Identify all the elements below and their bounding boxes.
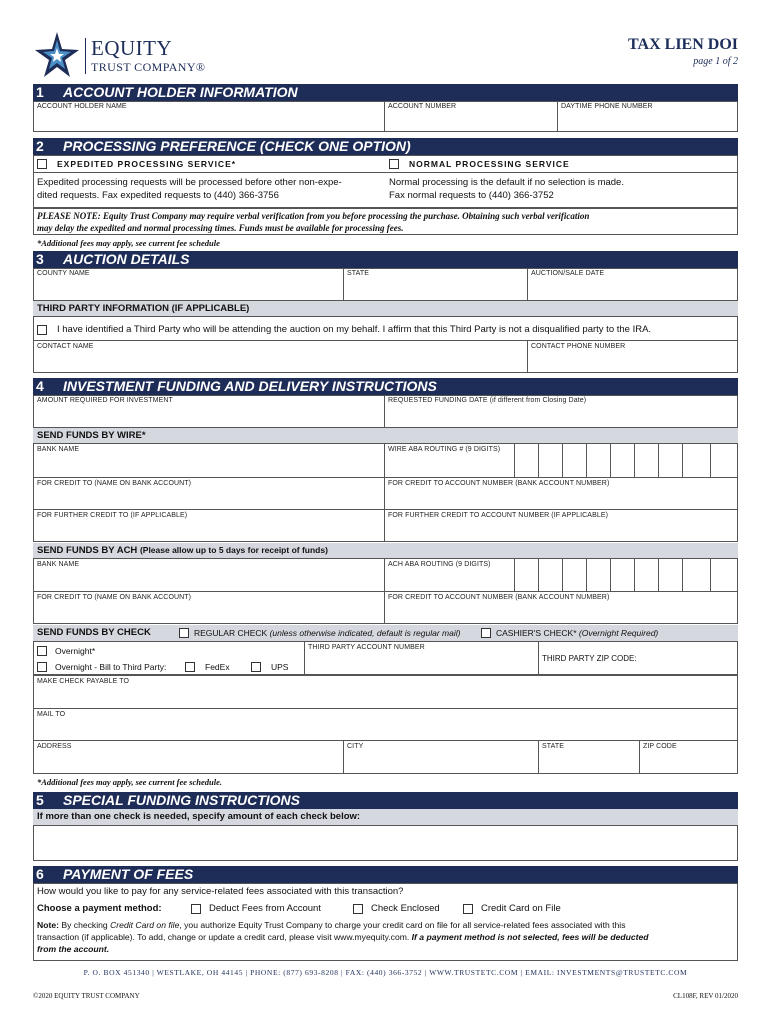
state-field[interactable]: STATE bbox=[347, 270, 370, 277]
wire-further-account-field[interactable]: FOR FURTHER CREDIT TO ACCOUNT NUMBER (IF APPLICABLE) bbox=[388, 512, 609, 519]
credit-card-label: Credit Card on File bbox=[481, 903, 561, 914]
credit-card-checkbox[interactable] bbox=[463, 904, 473, 914]
fedex-label: FedEx bbox=[205, 662, 230, 672]
please-note-line-2: may delay the expedited and normal processing times. Funds must be available for processing fees. bbox=[37, 223, 404, 233]
wire-bank-name-field[interactable]: BANK NAME bbox=[37, 446, 80, 453]
special-funding-subtitle: If more than one check is needed, specify amount of each check below: bbox=[33, 809, 738, 825]
special-funding-textarea[interactable] bbox=[33, 825, 738, 861]
logo-text-equity: EQUITY bbox=[91, 36, 173, 60]
section-number: 4 bbox=[36, 378, 44, 394]
county-name-field[interactable]: COUNTY NAME bbox=[37, 270, 90, 277]
ach-credit-account-field[interactable]: FOR CREDIT TO ACCOUNT NUMBER (BANK ACCOUNT NUMBER) bbox=[388, 594, 610, 601]
logo-text-trust: TRUST COMPANY® bbox=[91, 60, 206, 74]
ach-bank-name-field[interactable]: BANK NAME bbox=[37, 561, 80, 568]
address-field[interactable]: ADDRESS bbox=[37, 743, 72, 750]
mail-state-field[interactable]: STATE bbox=[542, 743, 565, 750]
overnight-label: Overnight* bbox=[55, 646, 96, 656]
document-title: TAX LIEN DOI bbox=[628, 36, 738, 53]
ach-header bbox=[33, 543, 738, 558]
normal-desc-2: Fax normal requests to (440) 366-3752 bbox=[389, 190, 554, 201]
star-icon bbox=[33, 30, 81, 80]
normal-desc-1: Normal processing is the default if no selection is made. bbox=[389, 177, 624, 188]
fedex-checkbox[interactable] bbox=[185, 662, 195, 672]
check-title: SEND FUNDS BY CHECK bbox=[37, 627, 151, 638]
section-5-header bbox=[33, 792, 738, 809]
section-4-header bbox=[33, 378, 738, 395]
equity-logo bbox=[33, 30, 233, 82]
third-party-header: THIRD PARTY INFORMATION (IF APPLICABLE) bbox=[33, 301, 738, 316]
third-party-checkbox[interactable] bbox=[37, 325, 47, 335]
choose-payment-label: Choose a payment method: bbox=[37, 903, 162, 914]
regular-check-label: REGULAR CHECK (unless otherwise indicated, default is regular mail) bbox=[194, 628, 461, 638]
contact-phone-field[interactable]: CONTACT PHONE NUMBER bbox=[531, 343, 626, 350]
section-number: 6 bbox=[36, 866, 44, 882]
footer-contact: P. O. BOX 451340 | WESTLAKE, OH 44145 | PHONE: (877) 693-8208 | FAX: (440) 366-3752 | WWW.TRUSTETC.COM | EMAIL: INVESTMENTS@TRUSTETC.COM bbox=[83, 968, 688, 977]
section-1-header bbox=[33, 84, 738, 101]
overnight-bill-checkbox[interactable] bbox=[37, 662, 47, 672]
amount-required-field[interactable]: AMOUNT REQUIRED FOR INVESTMENT bbox=[37, 397, 173, 404]
city-field[interactable]: CITY bbox=[347, 743, 364, 750]
third-party-zip-field[interactable]: THIRD PARTY ZIP CODE: bbox=[542, 654, 637, 663]
overnight-bill-label: Overnight - Bill to Third Party: bbox=[55, 662, 167, 672]
section-title: ACCOUNT HOLDER INFORMATION bbox=[63, 84, 298, 100]
wire-aba-field[interactable]: WIRE ABA ROUTING # (9 DIGITS) bbox=[388, 446, 501, 453]
please-note-line-1: PLEASE NOTE: Equity Trust Company may require verbal verification from you before processing the purchase. Obtaining such verbal verification bbox=[37, 211, 590, 221]
ups-checkbox[interactable] bbox=[251, 662, 261, 672]
section-title: PAYMENT OF FEES bbox=[63, 866, 194, 882]
section-2-header bbox=[33, 138, 738, 155]
normal-checkbox[interactable] bbox=[389, 159, 399, 169]
wire-credit-to-field[interactable]: FOR CREDIT TO (NAME ON BANK ACCOUNT) bbox=[37, 480, 192, 487]
section-number: 3 bbox=[36, 251, 44, 267]
section-6-header bbox=[33, 866, 738, 883]
wire-box bbox=[33, 443, 738, 542]
section-4-fees-note: *Additional fees may apply, see current fee schedule. bbox=[37, 777, 223, 787]
third-party-account-field[interactable]: THIRD PARTY ACCOUNT NUMBER bbox=[308, 644, 425, 651]
expedited-label: EXPEDITED PROCESSING SERVICE* bbox=[57, 159, 237, 169]
expedited-desc-2: dited requests. Fax expedited requests to (440) 366-3756 bbox=[37, 190, 279, 201]
ups-label: UPS bbox=[271, 662, 289, 672]
ach-title: SEND FUNDS BY ACH bbox=[37, 545, 138, 556]
account-number-field[interactable]: ACCOUNT NUMBER bbox=[388, 103, 457, 110]
payment-question: How would you like to pay for any service-related fees associated with this transaction? bbox=[37, 886, 404, 897]
wire-credit-account-field[interactable]: FOR CREDIT TO ACCOUNT NUMBER (BANK ACCOUNT NUMBER) bbox=[388, 480, 610, 487]
check-enclosed-label: Check Enclosed bbox=[371, 903, 440, 914]
section-title: PROCESSING PREFERENCE (CHECK ONE OPTION) bbox=[63, 138, 411, 154]
ach-subtitle: (Please allow up to 5 days for receipt of funds) bbox=[139, 545, 328, 555]
cashier-check-label: CASHIER'S CHECK* (Overnight Required) bbox=[496, 628, 659, 638]
make-check-payable-field[interactable]: MAKE CHECK PAYABLE TO bbox=[37, 678, 130, 685]
ach-aba-field[interactable]: ACH ABA ROUTING (9 DIGITS) bbox=[388, 561, 491, 568]
section-title: INVESTMENT FUNDING AND DELIVERY INSTRUCTIONS bbox=[63, 378, 437, 394]
mailing-box bbox=[33, 675, 738, 774]
auction-row bbox=[33, 268, 738, 301]
regular-check-checkbox[interactable] bbox=[179, 628, 189, 638]
auction-date-field[interactable]: AUCTION/SALE DATE bbox=[531, 270, 605, 277]
daytime-phone-field[interactable]: DAYTIME PHONE NUMBER bbox=[561, 103, 653, 110]
cashier-check-checkbox[interactable] bbox=[481, 628, 491, 638]
wire-header: SEND FUNDS BY WIRE* bbox=[33, 428, 738, 443]
check-enclosed-checkbox[interactable] bbox=[353, 904, 363, 914]
normal-label: NORMAL PROCESSING SERVICE bbox=[409, 159, 570, 169]
overnight-checkbox[interactable] bbox=[37, 646, 47, 656]
deduct-fees-label: Deduct Fees from Account bbox=[209, 903, 321, 914]
payment-note: Note: By checking Credit Card on file, you authorize Equity Trust Company to charge your credit card on file for all service-related fees associated with this transaction (if applicable). To add, change or update a credit card, please visit www.myequity.com. If a payment method is not selected, fees will be deducted from the account. bbox=[37, 920, 649, 954]
footer-form-code: CL108F, REV 01/2020 bbox=[673, 992, 738, 1000]
section-3-header bbox=[33, 251, 738, 268]
logo-divider bbox=[85, 38, 86, 74]
footer-copyright: ©2020 EQUITY TRUST COMPANY bbox=[33, 992, 140, 1000]
page-number: page 1 of 2 bbox=[693, 56, 738, 67]
contact-name-field[interactable]: CONTACT NAME bbox=[37, 343, 94, 350]
section-title: SPECIAL FUNDING INSTRUCTIONS bbox=[63, 792, 300, 808]
section-title: AUCTION DETAILS bbox=[63, 251, 190, 267]
account-holder-name-field[interactable]: ACCOUNT HOLDER NAME bbox=[37, 103, 127, 110]
additional-fees-note: *Additional fees may apply, see current fee schedule bbox=[37, 238, 220, 248]
zip-code-field[interactable]: ZIP CODE bbox=[643, 743, 677, 750]
section-number: 2 bbox=[36, 138, 44, 154]
wire-further-credit-field[interactable]: FOR FURTHER CREDIT TO (IF APPLICABLE) bbox=[37, 512, 188, 519]
expedited-checkbox[interactable] bbox=[37, 159, 47, 169]
ach-credit-to-field[interactable]: FOR CREDIT TO (NAME ON BANK ACCOUNT) bbox=[37, 594, 192, 601]
expedited-desc-1: Expedited processing requests will be processed before other non-expe- bbox=[37, 177, 342, 188]
deduct-fees-checkbox[interactable] bbox=[191, 904, 201, 914]
requested-funding-date-field[interactable]: REQUESTED FUNDING DATE (if different from Closing Date) bbox=[388, 397, 587, 404]
third-party-statement: I have identified a Third Party who will be attending the auction on my behalf. I affirm that this Third Party is not a disqualified party to the IRA. bbox=[57, 324, 652, 335]
section-number: 1 bbox=[36, 84, 44, 100]
mail-to-field[interactable]: MAIL TO bbox=[37, 711, 66, 718]
section-number: 5 bbox=[36, 792, 44, 808]
